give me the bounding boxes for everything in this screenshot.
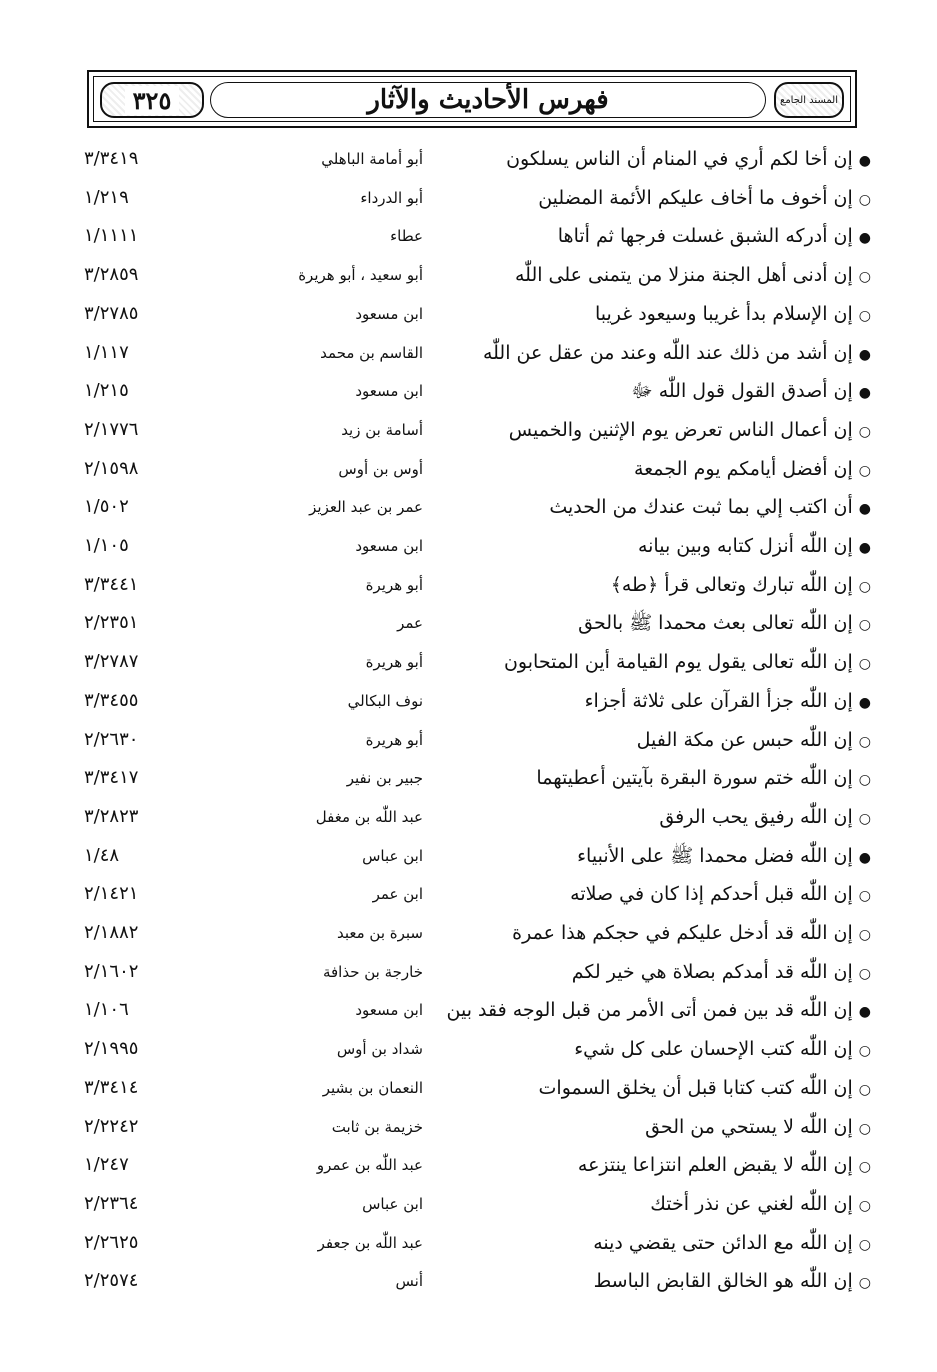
volume-number-ref: ١/١٠٥ [84,535,129,556]
volume-number-ref: ٢/٢٥٧٤ [84,1270,139,1292]
list-item [0,488,937,526]
entry-marker-icon: ○ [858,656,871,673]
narrator-name: ابن عمر [372,885,423,904]
narrator-name: أبو الدرداء [360,188,423,207]
hadith-text [441,798,871,836]
hadith-text [441,179,871,217]
hadith-text [441,721,871,759]
list-item [0,256,937,294]
narrator-name: ابن عباس [362,1194,423,1213]
hadith-text-content: إن أخوف ما أخاف عليكم الأئمة المضلين [538,186,853,209]
list-item [0,450,937,488]
volume-number-ref: ١/٥٠٢ [84,496,129,518]
list-item [0,604,937,642]
list-item [0,527,937,565]
hadith-text [441,1069,871,1107]
volume-number-ref: ٣/٣٤٥٥ [84,689,139,711]
hadith-text-content: إن اللّٰه كتب كتابا قبل أن يخلق السموات [538,1076,853,1099]
hadith-text [441,682,871,720]
volume-number-ref: ١/١٠٦ [84,999,129,1021]
hadith-text-content: إن أصدق القول قول اللّٰه ﷻ [631,380,853,403]
volume-number-ref: ١/٢١٥ [84,380,129,402]
list-item [0,411,937,449]
hadith-text-content: إن اللّٰه جزأ القرآن على ثلاثة أجزاء [584,689,853,712]
entry-marker-icon: ● [858,694,871,711]
entry-marker-icon: ○ [858,617,871,634]
hadith-text [441,256,871,294]
list-item [0,1030,937,1068]
volume-number-ref: ١/٤٨ [84,844,120,866]
hadith-text [441,914,871,952]
hadith-text [441,566,871,604]
hadith-text-content: إن أخا لكم أري في المنام أن الناس يسلكون [506,148,853,170]
volume-number-ref: ٢/١٧٧٦ [84,418,139,440]
narrator-name: ابن عباس [362,846,423,865]
entry-marker-icon: ○ [858,1197,871,1214]
hadith-text-content: إن اللّٰه حبس عن مكة الفيل [636,728,853,751]
hadith-text-content: إن اللّٰه لغني عن نذر أختك [650,1192,853,1215]
volume-number-ref: ١/٢١٩ [84,186,129,208]
hadith-text-content: إن أشد من ذلك عند اللّٰه وعند من عقل عن اللّٰه [482,341,853,364]
hadith-text-content: إن أدنى أهل الجنة منزلا من يتمنى على اللّٰه [514,264,853,287]
list-item [0,566,937,604]
hadith-text [441,1262,871,1300]
volume-number-ref: ٢/١٦٠٢ [84,960,139,982]
hadith-text [441,604,871,642]
hadith-text-content: إن اللّٰه قد أدخل عليكم في حجكم هذا عمرة [512,922,853,944]
hadith-text-content: إن اللّٰه فضل محمدا ﷺ على الأنبياء [577,844,853,867]
narrator-name: عمر بن عبد العزيز [309,498,423,517]
hadith-text-content: إن اللّٰه تبارك وتعالى قرأ ﴿طه﴾ [610,573,853,596]
hadith-text-content: إن اللّٰه قد بين فمن أتى الأمر من قبل الوجه فقد بين [446,999,853,1022]
narrator-name: أبو هريرة [365,575,423,594]
narrator-name: نوف البكالي [347,691,423,710]
entry-marker-icon: ○ [858,888,871,905]
narrator-name: أبو سعيد ، أبو هريرة [298,266,423,285]
hadith-text [441,1185,871,1223]
narrator-name: أوس بن أوس [338,459,423,478]
entry-marker-icon: ● [858,849,871,866]
narrator-name: ابن مسعود [355,382,423,401]
hadith-text [441,837,871,875]
entry-marker-icon: ○ [858,1275,871,1292]
list-item [0,837,937,875]
hadith-text [441,411,871,449]
narrator-name: أبو أمامة الباهلي [321,150,423,168]
volume-number-ref: ٣/٣٤١٩ [84,148,139,169]
hadith-text-content: إن اللّٰه قد أمدكم بصلاة هي خير لكم [571,960,853,983]
volume-number-ref: ٣/٣٤٤١ [84,573,139,595]
narrator-name: ابن مسعود [355,304,423,323]
hadith-text [441,488,871,526]
volume-number-ref: ٢/١٥٩٨ [84,457,139,479]
entry-marker-icon: ○ [858,307,871,324]
hadith-text-content: إن اللّٰه رفيق يحب الرفق [659,805,853,828]
hadith-text-content: إن اللّٰه تعالى بعث محمدا ﷺ بالحق [578,612,853,635]
hadith-text-content: إن أعمال الناس تعرض يوم الإثنين والخميس [508,418,853,441]
hadith-text [441,953,871,991]
page-number-cartouche [100,82,204,118]
list-item [0,1224,937,1262]
hadith-text [441,643,871,681]
narrator-name: خارجة بن حذافة [322,962,423,981]
volume-number-ref: ٢/٢٢٤٢ [84,1115,139,1137]
list-item [0,179,937,217]
narrator-name: عبد اللّٰه بن عمرو [316,1156,423,1175]
list-item [0,1069,937,1107]
hadith-text-content: أن اكتب إلي بما ثبت عندك من الحديث [549,496,853,519]
hadith-text-content: إن اللّٰه تعالى يقول يوم القيامة أين المتحابون [503,651,853,674]
list-item [0,643,937,681]
narrator-name: القاسم بن محمد [320,343,423,362]
narrator-name: عطاء [390,227,423,246]
volume-number-ref: ٢/١٩٩٥ [84,1038,139,1060]
hadith-text [441,217,871,255]
entry-marker-icon: ○ [858,1081,871,1098]
page-number: ٣٢٥ [125,86,180,115]
volume-number-ref: ٣/٢٧٨٥ [84,302,139,324]
volume-number-ref: ٣/٣٤١٤ [84,1076,139,1098]
narrator-name: أسامة بن زيد [341,420,423,439]
list-item [0,721,937,759]
hadith-text-content: إن أدركه الشبق غسلت فرجها ثم أتاها [557,225,853,248]
entry-marker-icon: ○ [858,578,871,595]
narrator-name: النعمان بن بشير [322,1078,423,1097]
list-item [0,682,937,720]
hadith-text [441,1146,871,1184]
hadith-text [441,1030,871,1068]
entry-marker-icon: ● [858,385,871,402]
hadith-text [441,1224,871,1262]
entry-marker-icon: ● [858,1004,871,1021]
list-item [0,1108,937,1146]
entry-marker-icon: ○ [858,1159,871,1176]
hadith-text-content: إن اللّٰه قبل أحدكم إذا كان في صلاته [570,883,853,906]
entry-marker-icon: ○ [858,733,871,750]
entry-marker-icon: ○ [858,191,871,208]
volume-number-ref: ٢/١٤٢١ [84,883,139,905]
seal-text: المسند الجامع [780,94,838,106]
hadith-text-content: إن اللّٰه كتب الإحسان على كل شيء [574,1038,853,1061]
entry-marker-icon: ○ [858,927,871,943]
narrator-name: عبد اللّٰه بن مغفل [315,807,423,826]
volume-number-ref: ٢/١٨٨٢ [84,922,139,943]
list-item [0,140,937,178]
hadith-text [441,527,871,565]
hadith-text-content: إن اللّٰه هو الخالق القابض الباسط [593,1270,853,1293]
list-item [0,1146,937,1184]
volume-number-ref: ٢/٢٣٥١ [84,612,139,634]
entry-marker-icon: ○ [858,1120,871,1137]
narrator-name: ابن مسعود [355,537,423,555]
entry-marker-icon: ○ [858,1236,871,1253]
volume-number-ref: ٣/٢٨٥٩ [84,264,139,286]
header-frame [93,76,851,122]
entry-marker-icon: ○ [858,965,871,982]
narrator-name: خزيمة بن ثابت [331,1117,423,1136]
list-item [0,798,937,836]
narrator-name: سبرة بن معبد [336,924,423,942]
entry-marker-icon: ○ [858,423,871,440]
hadith-text-content: إن أفضل أيامكم يوم الجمعة [633,457,853,480]
list-item [0,875,937,913]
list-item [0,372,937,410]
list-item [0,217,937,255]
list-item [0,334,937,372]
hadith-text [441,450,871,488]
entry-marker-icon: ○ [858,1043,871,1060]
narrator-name: عبد اللّٰه بن جعفر [317,1233,423,1252]
entry-marker-icon: ● [858,230,871,247]
narrator-name: جبير بن نفير [346,769,423,788]
volume-number-ref: ٢/٢٦٣٠ [84,728,139,750]
list-item [0,759,937,797]
entry-marker-icon: ○ [858,269,871,286]
narrator-name: عمر [397,614,423,633]
list-item [0,914,937,952]
volume-number-ref: ١/١١١١ [84,225,139,247]
entry-marker-icon: ● [858,346,871,363]
narrator-name: أبو هريرة [365,730,423,749]
entry-marker-icon: ● [858,153,871,169]
hadith-text-content: إن اللّٰه لا يستحي من الحق [645,1115,853,1138]
hadith-text [441,372,871,410]
hadith-text-content: إن اللّٰه لا يقبض العلم انتزاعا ينتزعه [577,1154,853,1177]
entry-marker-icon: ○ [858,462,871,479]
hadith-text [441,140,871,178]
volume-number-ref: ٢/٢٦٢٥ [84,1231,139,1253]
narrator-name: شداد بن أوس [336,1040,423,1059]
entry-marker-icon: ● [858,540,871,556]
hadith-text [441,759,871,797]
seal-logo [774,82,844,118]
narrator-name: أنس [395,1272,423,1291]
list-item [0,953,937,991]
list-item [0,1262,937,1300]
hadith-text-content: إن اللّٰه ختم سورة البقرة بآيتين أعطيتهما [536,767,853,790]
entry-marker-icon: ○ [858,810,871,827]
hadith-text [441,991,871,1029]
hadith-text-content: إن اللّٰه مع الدائن حتى يقضي دينه [593,1231,853,1254]
title-cartouche [210,82,766,118]
page-title: فهرس الأحاديث والآثار [367,85,609,115]
narrator-name: ابن مسعود [355,1001,423,1020]
hadith-text [441,334,871,372]
narrator-name: أبو هريرة [365,653,423,672]
list-item [0,1185,937,1223]
volume-number-ref: ٣/٢٧٨٧ [84,651,139,673]
list-item [0,295,937,333]
list-item [0,991,937,1029]
volume-number-ref: ٣/٢٨٢٣ [84,805,139,827]
entry-marker-icon: ● [858,501,871,518]
entry-marker-icon: ○ [858,772,871,789]
hadith-text [441,1108,871,1146]
volume-number-ref: ١/١١٧ [84,341,129,363]
volume-number-ref: ٢/٢٣٦٤ [84,1192,139,1214]
hadith-text-content: إن الإسلام بدأ غريبا وسيعود غريبا [594,302,853,325]
volume-number-ref: ٣/٣٤١٧ [84,767,139,789]
volume-number-ref: ١/٢٤٧ [84,1154,129,1176]
hadith-text [441,875,871,913]
hadith-text-content: إن اللّٰه أنزل كتابه وبين بيانه [637,535,853,557]
hadith-text [441,295,871,333]
page-header [87,70,857,128]
